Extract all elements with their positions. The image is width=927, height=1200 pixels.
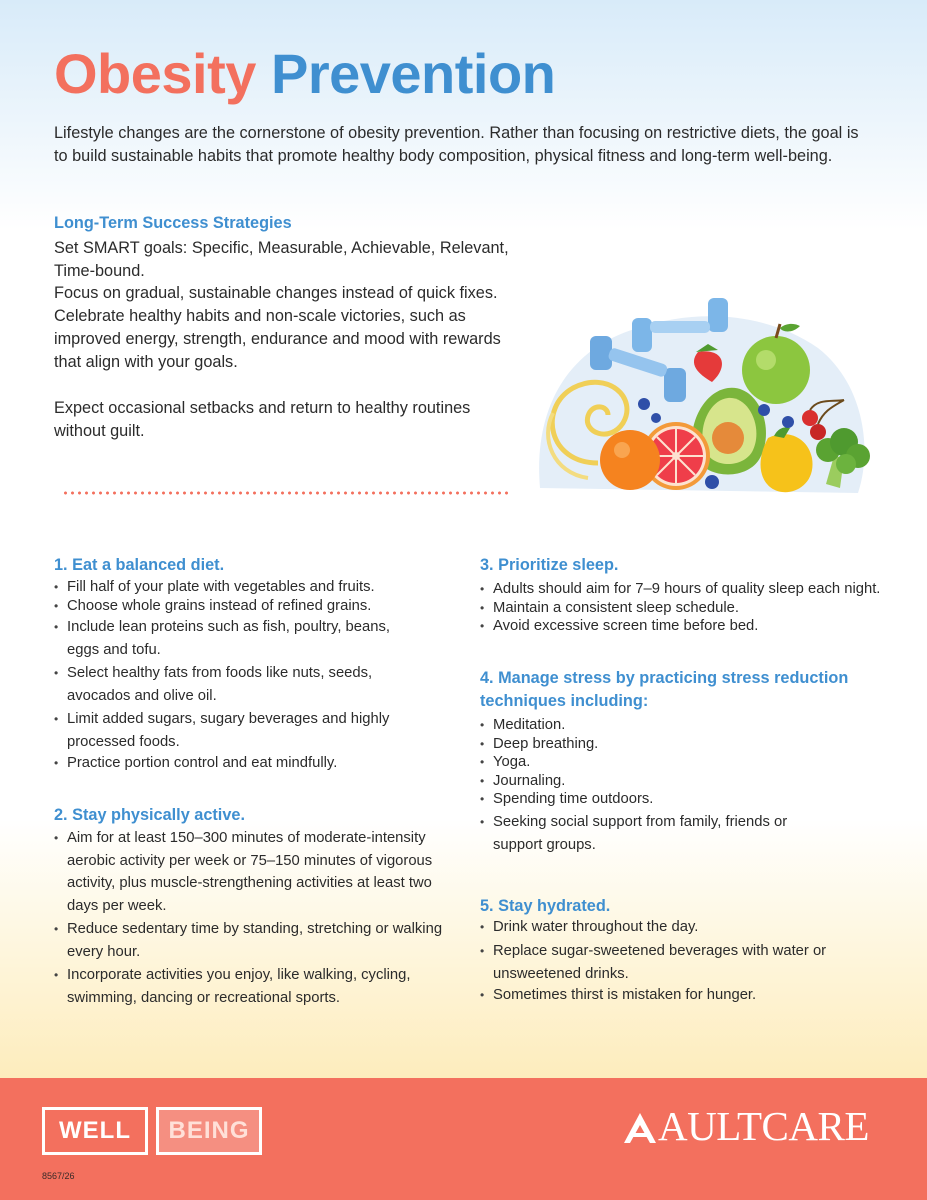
intro-paragraph: Lifestyle changes are the cornerstone of obesity prevention. Rather than focusing on restrictive diets, the goal is to build sustainable habits that promote healthy body composition, physical fitness and long-term well-being. — [54, 124, 859, 165]
section-title-active: 2. Stay physically active. — [54, 806, 245, 824]
list-item: • Include lean proteins such as fish, poultry, beans, eggs and tofu. — [54, 616, 414, 661]
list-item: • Choose whole grains instead of refined grains. — [54, 597, 414, 615]
stress-list — [480, 716, 840, 857]
page-title — [54, 42, 556, 105]
title-word-obesity: Obesity — [54, 42, 256, 105]
document-code: 8567/26 — [42, 1171, 75, 1181]
hydrated-list — [480, 918, 870, 1005]
list-item: • Fill half of your plate with vegetables and fruits. — [54, 578, 414, 596]
list-item: • Deep breathing. — [480, 735, 840, 754]
section-title-diet: 1. Eat a balanced diet. — [54, 556, 225, 574]
orange-icon — [600, 430, 660, 490]
list-item: • Sometimes thirst is mistaken for hunger. — [480, 986, 870, 1004]
section-title-sleep: 3. Prioritize sleep. — [480, 556, 619, 574]
list-item: • Seeking social support from family, friends or support groups. — [480, 811, 840, 857]
strategies-heading: Long-Term Success Strategies — [54, 214, 292, 232]
list-item: • Drink water throughout the day. — [480, 918, 870, 937]
dotted-divider — [62, 491, 510, 495]
list-item: • Limit added sugars, sugary beverages and highly processed foods. — [54, 708, 414, 753]
list-item: • Select healthy fats from foods like nuts, seeds, avocados and olive oil. — [54, 662, 414, 707]
strategy-setbacks: Expect occasional setbacks and return to healthy routines without guilt. — [54, 399, 471, 440]
list-item: • Aim for at least 150–300 minutes of moderate-intensity aerobic activity per week or 75–150 minutes of vigorous activity, plus muscle-strengthening activities at least two days per week. — [54, 827, 459, 917]
aultcare-a-icon — [622, 1109, 658, 1145]
active-list — [54, 827, 459, 1010]
list-item: • Replace sugar-sweetened beverages with water or unsweetened drinks. — [480, 940, 870, 985]
diet-list — [54, 578, 414, 773]
list-item: • Journaling. — [480, 772, 840, 791]
list-item: • Practice portion control and eat mindfully. — [54, 754, 414, 772]
list-item: • Meditation. — [480, 716, 840, 735]
list-item: • Maintain a consistent sleep schedule. — [480, 599, 900, 618]
title-word-prevention: Prevention — [270, 42, 556, 105]
footer-bar — [0, 1078, 927, 1200]
sleep-list — [480, 580, 900, 636]
wellbeing-logo-well: WELL — [42, 1107, 148, 1155]
list-item: • Spending time outdoors. — [480, 790, 840, 809]
aultcare-wordmark: AULTCARE — [658, 1103, 869, 1149]
list-item: • Yoga. — [480, 753, 840, 772]
section-title-stress: 4. Manage stress by practicing stress reduction techniques including: — [480, 669, 849, 710]
aultcare-logo — [622, 1103, 869, 1149]
strategy-smart-goals: Set SMART goals: Specific, Measurable, Achievable, Relevant, Time-bound. — [54, 239, 509, 280]
section-title-hydrated: 5. Stay hydrated. — [480, 897, 611, 915]
wellbeing-logo-being: BEING — [156, 1107, 262, 1155]
healthy-food-illustration — [528, 288, 878, 500]
list-item: • Reduce sedentary time by standing, stretching or walking every hour. — [54, 918, 459, 963]
list-item: • Incorporate activities you enjoy, like walking, cycling, swimming, dancing or recreational sports. — [54, 964, 459, 1009]
strategy-gradual-changes: Focus on gradual, sustainable changes instead of quick fixes. Celebrate healthy habits and non-scale victories, such as improved energy, strength, endurance and mood with rewards that align with your goals. — [54, 284, 501, 371]
list-item: • Adults should aim for 7–9 hours of quality sleep each night. — [480, 580, 900, 599]
list-item: • Avoid excessive screen time before bed. — [480, 617, 900, 636]
